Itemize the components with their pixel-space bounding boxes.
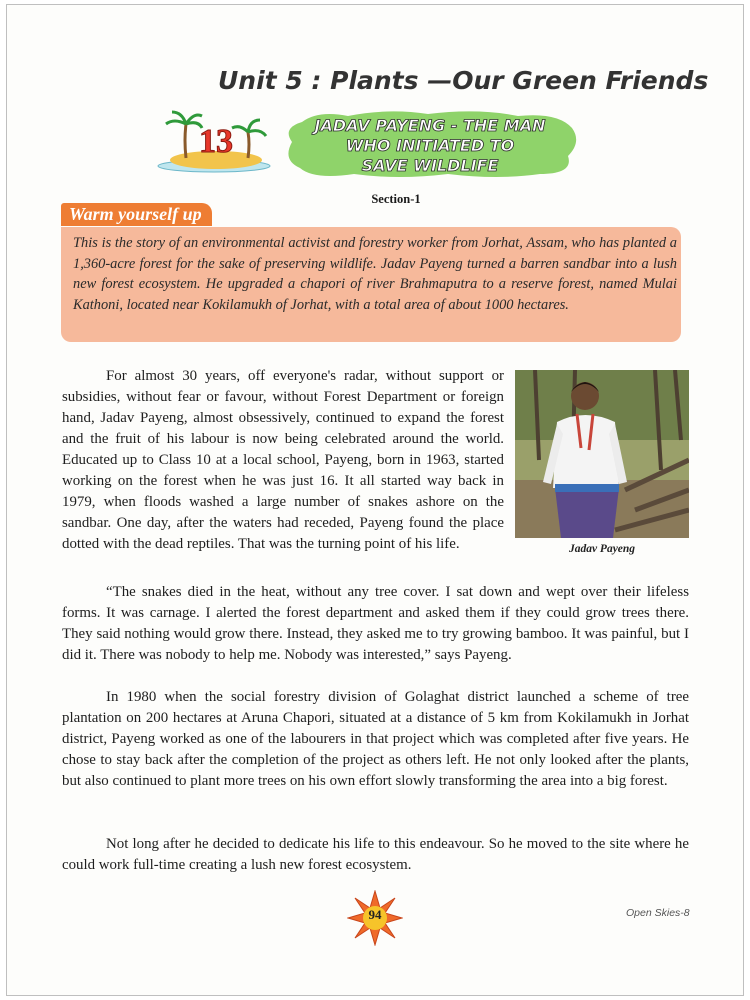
warm-up-text: This is the story of an environmental activist and forestry worker from Jorhat, Assam, who has planted a 1,360-acre forest for the sake of preserving wildlife. Jadav Payeng turned a barren sandbar into a lush new forest ecosystem. He upgraded a chapori of river Brahmaputra to a reserve forest, named Mulai Kathoni, located near Kokilamukh of Jorhat, with a total area of about 1000 hectares. [73,235,677,313]
chapter-title-banner [278,108,582,180]
warm-up-heading: Warm yourself up [61,203,212,226]
paragraph-4: Not long after he decided to dedicate his life to this endeavour. So he moved to the site where he could work full-time creating a lush new forest ecosystem. [62,836,689,873]
paragraph-2: “The snakes died in the heat, without any tree cover. I sat down and wept over their lifeless forms. It was carnage. I alerted the forest department and asked them if they could grow trees there. They said nothing would grow there. Instead, they asked me to try growing bamboo. It was painful, but I did it. There was nobody to help me. Nobody was interested,” says Payeng. [62,584,689,663]
jadav-payeng-photo [515,370,689,538]
page-number: 94 [368,907,382,922]
chapter-number: 13 [199,123,233,160]
paragraph-1: For almost 30 years, off everyone's radar, without support or subsidies, without fear or favour, without Forest Department or foreign hand, Jadav Payeng, almost obsessively, continued to expand the forest and the fruit of his labour is now being celebrated around the world. Educated up to Class 10 at a local school, Payeng, born in 1963, started working on the forest when he was just 16. It all started way back in 1979, when floods washed a large number of snakes ashore on the sandbar. One day, after the waters had receded, Payeng found the place dotted with the dead reptiles. That was the turning point of his life. [62,368,504,552]
photo-person-shirt [553,415,619,488]
paragraph-3: In 1980 when the social forestry division of Golaghat district launched a scheme of tree plantation on 200 hectares at Aruna Chapori, situated at a distance of 5 km from Kokilamukh in Jorhat district, Payeng worked as one of the labourers in that project which was completed after five years. He chose to stay back after the completion of the project as others left. He not only looked after the plants, but also continued to plant more trees on his own effort slowly transforming the area into a big forest. [62,689,689,789]
photo-person-head [571,382,599,410]
chapter-badge [156,106,272,174]
warm-up-box [61,227,681,342]
chapter-title-line-3: SAVE WILDLIFE [361,156,499,175]
unit-title: Unit 5 : Plants —Our Green Friends [218,66,709,95]
chapter-title-line-2: WHO INITIATED TO [345,136,515,155]
chapter-title-line-1: JADAV PAYENG - THE MAN [314,116,546,135]
section-label: Section-1 [371,192,421,206]
palm-tree-right-trunk [248,132,249,158]
photo-person-lungi [555,488,619,538]
palm-tree-left-trunk [185,124,186,158]
palm-tree-left-leaves [166,112,202,128]
book-title: Open Skies-8 [626,907,690,919]
photo-caption: Jadav Payeng [568,543,636,555]
